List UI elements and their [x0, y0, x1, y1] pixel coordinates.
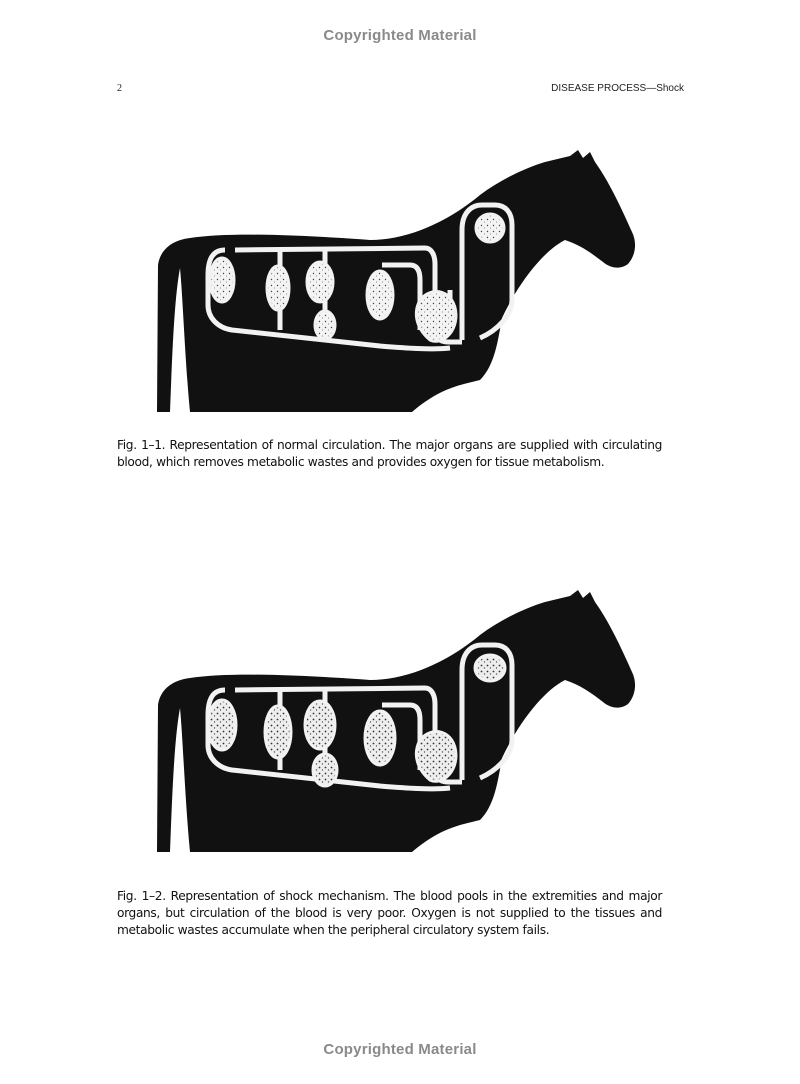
figure-1-caption: Fig. 1–1. Representation of normal circulation. The major organs are supplied with circulating blood, which removes metabolic wastes and provides oxygen for tissue metabolism. — [117, 438, 662, 469]
page-number: 2 — [117, 83, 122, 94]
figure-2-caption: Fig. 1–2. Representation of shock mechanism. The blood pools in the extremities and major organs, but circulation of the blood is very poor. Oxygen is not supplied to the tissues and metabolic wastes accumulate when the peripheral circulatory system fails. — [117, 889, 662, 937]
running-head: DISEASE PROCESS—Shock — [551, 83, 684, 94]
figure-1-illustration — [150, 140, 650, 420]
horse-silhouette-shock — [150, 580, 650, 860]
watermark-bottom: Copyrighted Material — [323, 1041, 477, 1058]
watermark-top: Copyrighted Material — [323, 27, 477, 44]
horse-silhouette-normal — [150, 140, 650, 420]
figure-2-illustration — [150, 580, 650, 860]
